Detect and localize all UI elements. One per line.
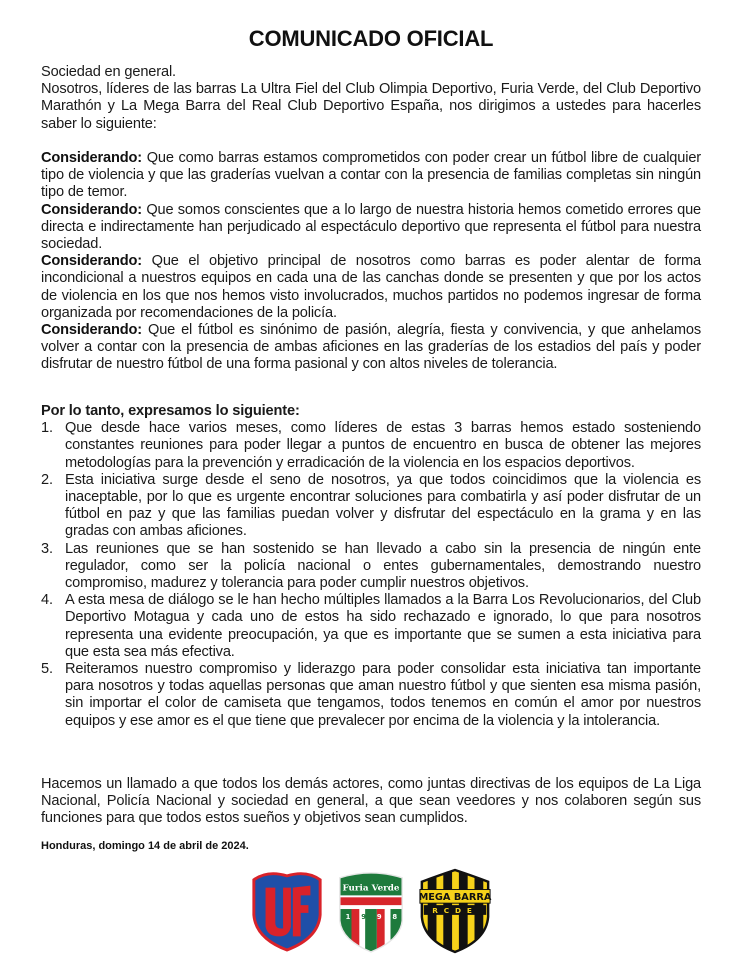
considerando-text: Que el fútbol es sinónimo de pasión, alegría, fiesta y convivencia, y que anhelamos volver a contar con la presencia de ambas aficiones en las graderías de los estadios del país y poder disfrutar de nuestro fútbol de una forma pasional y con altos niveles de tolerancia. <box>41 322 701 373</box>
dateline: Honduras, domingo 14 de abril de 2024. <box>41 840 249 852</box>
considerando-paragraph <box>41 150 701 202</box>
svg-text:Furia Verde: Furia Verde <box>342 883 400 894</box>
considerando-paragraph <box>41 322 701 374</box>
list-item <box>41 541 701 593</box>
item-text: Que desde hace varios meses, como líderes de estas 3 barras hemos estado sosteniendo constantes reuniones para poder llegar a puntos de encuentro en busca de obtener las mejores metodologías para la prevención y erradicación de la violencia en los espacios deportivos. <box>65 420 701 471</box>
considerando-label: Considerando: <box>41 201 143 218</box>
furia-verde-crest-icon <box>332 866 410 954</box>
considerandos-section <box>41 150 701 374</box>
considerando-text: Que el objetivo principal de nosotros como barras es poder alentar de forma incondicional a nuestros equipos en cada una de las canchas donde se presenten y que por los actos de violencia en los que nos hemos visto involucrados, muchos partidos no podemos ingresar de forma organizada por recomendaciones de la policía. <box>41 253 701 321</box>
svg-text:8: 8 <box>392 912 398 921</box>
item-number: 3. <box>41 540 53 557</box>
document-title: COMUNICADO OFICIAL <box>248 26 494 51</box>
considerando-text: Que como barras estamos comprometidos con poder crear un fútbol libre de cualquier tipo de violencia y que las graderías vuelvan a contar con la presencia de familias completas sin ningún tipo de temor. <box>41 150 701 201</box>
list-item <box>41 592 701 661</box>
considerando-label: Considerando: <box>41 322 143 339</box>
svg-text:1: 1 <box>345 912 351 921</box>
svg-text:9: 9 <box>376 912 382 921</box>
considerando-label: Considerando: <box>41 253 143 270</box>
closing-paragraph: Hacemos un llamado a que todos los demás actores, como juntas directivas de los equipos de La Liga Nacional, Policía Nacional y sociedad en general, a que sean veedores y nos colaboren según sus funciones para que todos estos sueños y objetivos sean cumplidos. <box>41 776 701 827</box>
list-item <box>41 420 701 472</box>
ultra-fiel-crest-icon <box>248 866 326 954</box>
intro-paragraph: Nosotros, líderes de las barras La Ultra Fiel del Club Olimpia Deportivo, Furia Verde, del Club Deportivo Marathón y La Mega Barra del Real Club Deportivo España, nos dirigimos a ustedes para hacerles saber lo siguiente: <box>41 81 701 132</box>
closing-section <box>41 776 701 828</box>
item-number: 5. <box>41 661 53 678</box>
resolutions-section <box>41 403 701 730</box>
considerando-text: Que somos conscientes que a lo largo de nuestra historia hemos cometido errores que directa e indirectamente han perjudicado al espectáculo deportivo que representa el fútbol para nuestra sociedad. <box>41 201 701 253</box>
svg-text:MEGA BARRA: MEGA BARRA <box>418 892 492 904</box>
resolutions-list <box>41 420 701 730</box>
svg-text:RCDE: RCDE <box>432 905 478 915</box>
considerando-paragraph <box>41 202 701 254</box>
item-number: 1. <box>41 420 53 437</box>
intro-section <box>41 64 701 133</box>
list-item <box>41 661 701 730</box>
salutation: Sociedad en general. <box>41 64 176 80</box>
item-text: Reiteramos nuestro compromiso y liderazgo para poder consolidar esta iniciativa tan importante para nosotros y todas aquellas personas que aman nuestro fútbol y que sienten esa misma pasión, sin importar el color de camiseta que tengamos, todos tenemos en común el amor por nuestros equipos y ese amor es el que tiene que prevalecer por encima de la violencia y la intolerancia. <box>65 661 701 729</box>
considerando-paragraph <box>41 253 701 322</box>
resolutions-heading: Por lo tanto, expresamos lo siguiente: <box>41 403 300 419</box>
item-text: A esta mesa de diálogo se le han hecho múltiples llamados a la Barra Los Revolucionarios, del Club Deportivo Motagua y cada uno de estos ha sido rechazado e ignorado, lo que para nosotros representa una evidente preocupación, ya que es importante que se sumen a esta iniciativa para que esta sea más efectiva. <box>65 592 701 660</box>
item-text: Esta iniciativa surge desde el seno de nosotros, ya que todos coincidimos que la violencia es inaceptable, por lo que es urgente encontrar soluciones para combatirla y así poder disfrutar de un fútbol en paz y que las familias puedan volver y disfrutar del espectáculo en la grama y en las gradas con ambas aficiones. <box>65 471 701 540</box>
item-text: Las reuniones que se han sostenido se han llevado a cabo sin la presencia de ningún ente regulador, como ser la policía nacional o entes gubernamentales, demostrando nuestro compromiso, madurez y tolerancia para poder cumplir nuestros objetivos. <box>65 540 701 592</box>
list-item <box>41 472 701 541</box>
svg-text:9: 9 <box>361 912 366 921</box>
item-number: 4. <box>41 592 53 609</box>
item-number: 2. <box>41 471 53 488</box>
logos-row <box>0 866 742 954</box>
considerando-label: Considerando: <box>41 150 143 166</box>
mega-barra-crest-icon <box>416 866 494 954</box>
